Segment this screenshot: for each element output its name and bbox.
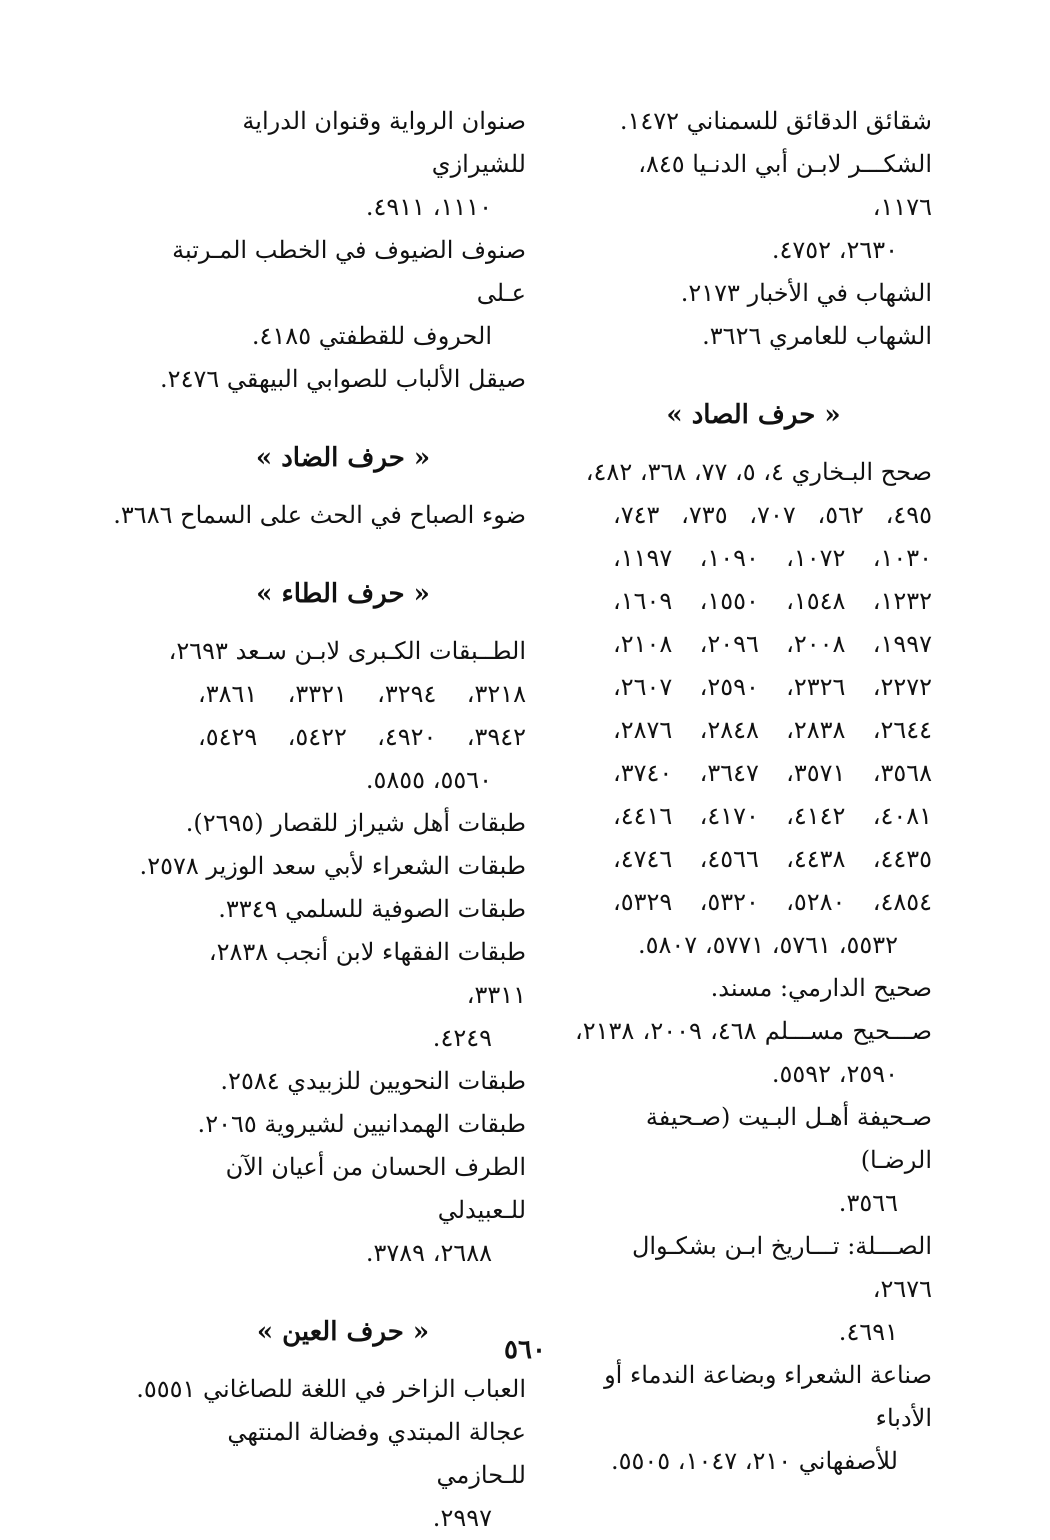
- tabaqat-kubra-title: الطــبقات الكـبرى لابـن سـعد ٢٦٩٣،: [168, 637, 526, 665]
- entry-line: طبقات الصوفية للسلمي ٣٣٤٩.: [218, 895, 526, 923]
- reference-number: ٤٧٤٦،: [613, 845, 673, 873]
- right-bottom-entries: [575, 967, 932, 1483]
- number-row: [613, 795, 932, 838]
- reference-number: ٣٦٤٧،: [699, 759, 759, 787]
- entry-line: العباب الزاخر في اللغة للصاغاني ٥٥٥١.: [136, 1375, 526, 1403]
- reference-number: ١٢٣٢،: [872, 587, 932, 615]
- index-entry: [575, 100, 932, 143]
- bukhari-entry-title: صحح البـخاري ٤، ٥، ٧٧، ٣٦٨، ٤٨٢،: [585, 458, 932, 486]
- reference-number: ٢٦٤٤،: [872, 716, 932, 744]
- bukhari-entry: [575, 451, 932, 967]
- index-entry: [575, 1096, 932, 1225]
- reference-number: ٢٠٠٨،: [786, 630, 846, 658]
- number-row: [613, 623, 932, 666]
- reference-number: ٢٨٧٦،: [613, 716, 673, 744]
- entry-line: شقائق الدقائق للسمناني ١٤٧٢.: [619, 107, 932, 135]
- reference-number: ٣٧٤٠،: [613, 759, 673, 787]
- reference-number: ٢٦٠٧،: [613, 673, 673, 701]
- tabaqat-number-grid: [160, 673, 526, 759]
- number-row: [613, 881, 932, 924]
- entry-line: طبقات الهمدانيين لشيروية ٢٠٦٥.: [197, 1110, 526, 1138]
- index-entry: [136, 1368, 526, 1411]
- reference-number: ٤٩٥،: [885, 501, 932, 529]
- entry-continuation-line: الحروف للقطفتي ٤١٨٥.: [251, 322, 492, 350]
- right-column: [575, 100, 932, 1483]
- heading-harf-al-dad: « حرف الضاد »: [255, 443, 431, 473]
- number-row: [613, 580, 932, 623]
- entry-line: صيقل الألباب للصوابي البيهقي ٢٤٧٦.: [160, 365, 526, 393]
- entry-line: طبقات النحويين للزبيدي ٢٥٨٤.: [220, 1067, 526, 1095]
- bukhari-entry-last-line: ٥٥٣٢، ٥٧٦١، ٥٧٧١، ٥٨٠٧.: [637, 931, 898, 959]
- entry-line: ضوء الصباح في الحث على السماح ٣٦٨٦.: [113, 501, 526, 529]
- ain-entries: [136, 1368, 526, 1540]
- reference-number: ١٠٣٠،: [872, 544, 932, 572]
- index-entry: [160, 1146, 526, 1275]
- reference-number: ١٠٩٠،: [699, 544, 759, 572]
- entry-continuation-line: ٢٦٨٨، ٣٧٨٩.: [365, 1239, 492, 1267]
- entry-continuation-line: ١١١٠، ٤٩١١.: [365, 193, 492, 221]
- reference-number: ٤٥٦٦،: [699, 845, 759, 873]
- entry-line: صناعة الشعراء وبضاعة الندماء أو الأدباء: [604, 1361, 932, 1432]
- index-entry: [575, 315, 932, 358]
- reference-number: ٥٦٢،: [817, 501, 864, 529]
- entry-line: عجالة المبتدي وفضالة المنتهي للـحازمي: [227, 1418, 526, 1489]
- reference-number: ١٥٥٠،: [699, 587, 759, 615]
- index-entry: [160, 802, 526, 845]
- entry-line: الصـــلة: تـــاريخ ابـن بشكـوال ٢٦٧٦،: [631, 1232, 932, 1303]
- entry-continuation-line: ٤٦٩١.: [838, 1318, 898, 1346]
- left-top-entries: [160, 100, 526, 401]
- reference-number: ٢٢٧٢،: [872, 673, 932, 701]
- index-entry: [160, 1103, 526, 1146]
- reference-number: ١٥٤٨،: [786, 587, 846, 615]
- number-row: [613, 838, 932, 881]
- ta-entries: [139, 802, 526, 1275]
- number-row: [198, 716, 526, 759]
- index-entry: [139, 845, 526, 888]
- reference-number: ٧٣٥،: [681, 501, 728, 529]
- index-entry: [113, 494, 526, 537]
- index-entry: [160, 1411, 526, 1540]
- entry-line: صنوف الضيوف في الخطب المـرتبة عـلى: [172, 236, 526, 307]
- reference-number: ٣٥٦٨،: [872, 759, 932, 787]
- reference-number: ٤٠٨١،: [872, 802, 932, 830]
- reference-number: ٥٢٨٠،: [786, 888, 846, 916]
- entry-line: الشهاب للعامري ٣٦٢٦.: [702, 322, 932, 350]
- entry-continuation-line: ٣٥٦٦.: [838, 1189, 898, 1217]
- entry-line: طبقات الشعراء لأبي سعد الوزير ٢٥٧٨.: [139, 852, 526, 880]
- reference-number: ٤١٤٢،: [786, 802, 846, 830]
- index-entry: [160, 100, 526, 229]
- index-entry: [575, 1354, 932, 1483]
- number-row: [613, 494, 932, 537]
- reference-number: ٣٢١٨،: [466, 680, 526, 708]
- reference-number: ١٩٩٧،: [872, 630, 932, 658]
- heading-harf-al-sad: « حرف الصاد »: [666, 400, 841, 430]
- number-row: [198, 673, 526, 716]
- reference-number: ٥٣٢٠،: [699, 888, 759, 916]
- bukhari-number-grid: [575, 494, 932, 924]
- index-entry: [160, 1060, 526, 1103]
- index-entry: [160, 229, 526, 358]
- tabaqat-kubra-last-line: ٥٥٦٠، ٥٨٥٥.: [365, 766, 492, 794]
- index-entry: [575, 967, 932, 1010]
- left-column: [113, 100, 526, 1540]
- reference-number: ٥٤٢٢،: [287, 723, 347, 751]
- right-top-entries: [575, 100, 932, 358]
- number-row: [613, 666, 932, 709]
- reference-number: ٤١٧٠،: [699, 802, 759, 830]
- heading-harf-al-ta: « حرف الطاء »: [256, 579, 430, 609]
- reference-number: ٧٠٧،: [749, 501, 796, 529]
- entry-continuation-line: ٢٦٣٠، ٤٧٥٢.: [771, 236, 898, 264]
- reference-number: ١١٩٧،: [613, 544, 673, 572]
- index-entry: [575, 272, 932, 315]
- index-entry: [160, 358, 526, 401]
- entry-line: الشهاب في الأخبار ٢١٧٣.: [680, 279, 932, 307]
- reference-number: ٢١٠٨،: [613, 630, 673, 658]
- dad-entries: [113, 494, 526, 537]
- reference-number: ٥٣٢٩،: [613, 888, 673, 916]
- reference-number: ٣٩٤٢،: [466, 723, 526, 751]
- reference-number: ١٦٠٩،: [613, 587, 673, 615]
- index-entry: [160, 888, 526, 931]
- reference-number: ٢٨٤٨،: [699, 716, 759, 744]
- entry-line: صنوان الرواية وقنوان الدراية للشيرازي: [242, 107, 526, 178]
- reference-number: ٢٠٩٦،: [699, 630, 759, 658]
- index-entry: [575, 143, 932, 272]
- reference-number: ٤٤٣٨،: [786, 845, 846, 873]
- entry-line: صـحيفة أهـل البـيت (صـحيفة الرضـا): [645, 1103, 932, 1174]
- reference-number: ٢٨٣٨،: [786, 716, 846, 744]
- reference-number: ٣٥٧١،: [786, 759, 846, 787]
- entry-continuation-line: ٢٥٩٠، ٥٥٩٢.: [771, 1060, 898, 1088]
- number-row: [613, 709, 932, 752]
- number-row: [613, 752, 932, 795]
- reference-number: ٤٨٥٤،: [872, 888, 932, 916]
- reference-number: ٤٤٣٥،: [872, 845, 932, 873]
- reference-number: ٣٨٦١،: [198, 680, 258, 708]
- heading-harf-al-ain: « حرف العين »: [256, 1317, 430, 1347]
- entry-line: الطرف الحسان من أعيان الآن للـعبيدلي: [225, 1153, 526, 1224]
- reference-number: ٢٣٢٦،: [786, 673, 846, 701]
- reference-number: ٤٩٢٠،: [377, 723, 437, 751]
- entry-continuation-line: ٢٩٩٧.: [432, 1504, 492, 1532]
- entry-line: الشكـــر لابـن أبي الدنـيا ٨٤٥، ١١٧٦،: [638, 150, 932, 221]
- reference-number: ٢٥٩٠،: [699, 673, 759, 701]
- index-entry: [575, 1010, 932, 1096]
- reference-number: ٧٤٣،: [613, 501, 660, 529]
- entry-continuation-line: ٤٢٤٩.: [432, 1024, 492, 1052]
- page-number: ٥٦٠: [504, 1335, 546, 1365]
- entry-continuation-line: للأصفهاني ٢١٠، ١٠٤٧، ٥٥٠٥.: [610, 1447, 898, 1475]
- reference-number: ٤٤١٦،: [613, 802, 673, 830]
- index-entry: [160, 931, 526, 1060]
- reference-number: ٥٤٢٩،: [198, 723, 258, 751]
- number-row: [613, 537, 932, 580]
- reference-number: ٣٢٩٤،: [377, 680, 437, 708]
- entry-line: طبقات أهل شيراز للقصار (٢٦٩٥).: [185, 809, 526, 837]
- tabaqat-kubra-entry: [160, 630, 526, 802]
- reference-number: ٣٣٢١،: [287, 680, 347, 708]
- entry-line: طبقات الفقهاء لابن أنجب ٢٨٣٨، ٣٣١١،: [208, 938, 526, 1009]
- entry-line: صـــحيح مســـلم ٤٦٨، ٢٠٠٩، ٢١٣٨،: [575, 1017, 933, 1045]
- entry-line: صحيح الدارمي: مسند.: [710, 974, 932, 1002]
- reference-number: ١٠٧٢،: [786, 544, 846, 572]
